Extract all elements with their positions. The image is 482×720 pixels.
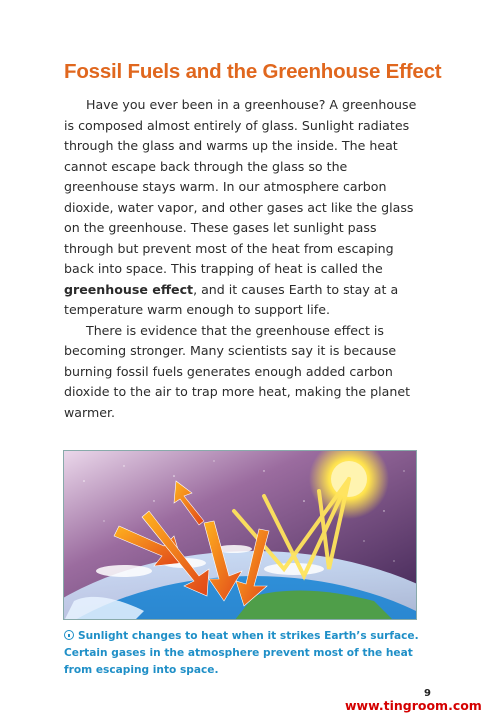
watermark: www.tingroom.com: [345, 698, 482, 713]
page-title: Fossil Fuels and the Greenhouse Effect: [64, 60, 442, 83]
paragraph-1-text-end: , and it causes Earth to stay at a temperature warm enough to support life.: [64, 281, 399, 317]
greenhouse-illustration: [63, 450, 417, 620]
greenhouse-diagram: [64, 451, 417, 620]
figure-caption: [64, 628, 424, 679]
page-number: 9: [424, 688, 431, 699]
caption-text: Sunlight changes to heat when it strikes Earth’s surface. Certain gases in the atmosphere prevent most of the heat from escaping into space.: [64, 630, 419, 676]
paragraph-2: There is evidence that the greenhouse effect is becoming stronger. Many scientists say it is because burning fossil fuels generates enough added carbon dioxide to the air to trap more heat, making the planet warmer.: [64, 322, 411, 420]
body-text: [64, 95, 424, 423]
key-term: greenhouse effect: [64, 281, 194, 297]
paragraph-1-text: Have you ever been in a greenhouse? A greenhouse is composed almost entirely of glass. Sunlight radiates through the glass and warms up the inside. The heat cannot escape back through the glass so the greenhouse stays warm. In our atmosphere carbon dioxide, water vapor, and other gases act like the glass on the greenhouse. These gases let sunlight pass through but prevent most of the heat from escaping back into space. This trapping of heat is called the: [64, 97, 417, 276]
info-icon: [64, 630, 74, 640]
paragraph-1: [64, 95, 424, 321]
